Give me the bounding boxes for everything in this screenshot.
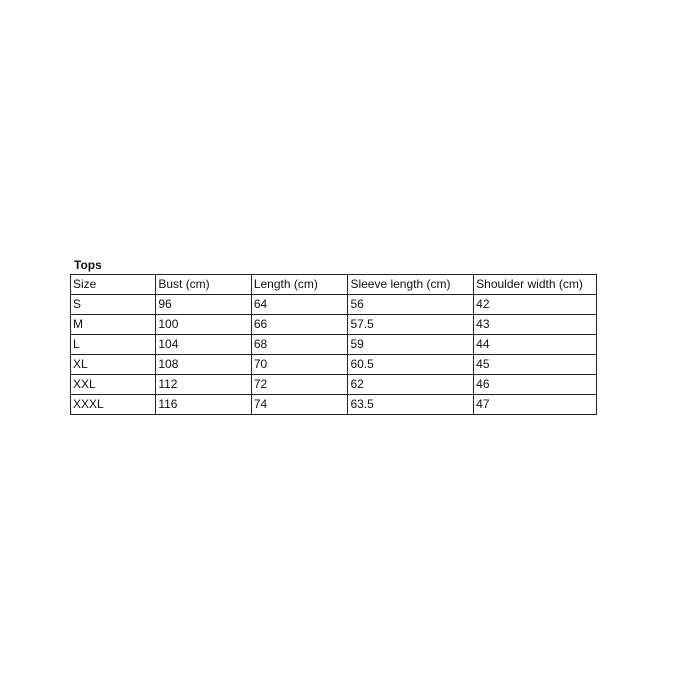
table-row bbox=[71, 335, 597, 355]
cell-sleeve-length: 63.5 bbox=[348, 395, 474, 415]
cell-shoulder-width: 44 bbox=[474, 335, 597, 355]
cell-size: XXXL bbox=[71, 395, 156, 415]
cell-sleeve-length: 59 bbox=[348, 335, 474, 355]
cell-shoulder-width: 42 bbox=[474, 295, 597, 315]
cell-sleeve-length: 56 bbox=[348, 295, 474, 315]
header-length: Length (cm) bbox=[251, 275, 348, 295]
size-chart bbox=[70, 258, 597, 415]
cell-sleeve-length: 57.5 bbox=[348, 315, 474, 335]
cell-size: S bbox=[71, 295, 156, 315]
cell-bust: 112 bbox=[156, 375, 251, 395]
chart-title: Tops bbox=[74, 258, 102, 272]
cell-bust: 100 bbox=[156, 315, 251, 335]
table-row bbox=[71, 375, 597, 395]
cell-bust: 108 bbox=[156, 355, 251, 375]
size-table bbox=[70, 274, 597, 415]
cell-size: XXL bbox=[71, 375, 156, 395]
cell-sleeve-length: 60.5 bbox=[348, 355, 474, 375]
cell-bust: 104 bbox=[156, 335, 251, 355]
table-row bbox=[71, 395, 597, 415]
cell-sleeve-length: 62 bbox=[348, 375, 474, 395]
header-bust: Bust (cm) bbox=[156, 275, 251, 295]
cell-shoulder-width: 45 bbox=[474, 355, 597, 375]
cell-shoulder-width: 43 bbox=[474, 315, 597, 335]
table-row bbox=[71, 355, 597, 375]
cell-length: 72 bbox=[251, 375, 348, 395]
table-row bbox=[71, 315, 597, 335]
cell-shoulder-width: 47 bbox=[474, 395, 597, 415]
table-row bbox=[71, 295, 597, 315]
table-header-row bbox=[71, 275, 597, 295]
cell-bust: 116 bbox=[156, 395, 251, 415]
header-size: Size bbox=[71, 275, 156, 295]
cell-length: 70 bbox=[251, 355, 348, 375]
cell-bust: 96 bbox=[156, 295, 251, 315]
cell-length: 74 bbox=[251, 395, 348, 415]
cell-shoulder-width: 46 bbox=[474, 375, 597, 395]
cell-length: 66 bbox=[251, 315, 348, 335]
cell-size: M bbox=[71, 315, 156, 335]
cell-length: 64 bbox=[251, 295, 348, 315]
cell-length: 68 bbox=[251, 335, 348, 355]
header-sleeve-length: Sleeve length (cm) bbox=[348, 275, 474, 295]
cell-size: L bbox=[71, 335, 156, 355]
cell-size: XL bbox=[71, 355, 156, 375]
header-shoulder-width: Shoulder width (cm) bbox=[474, 275, 597, 295]
